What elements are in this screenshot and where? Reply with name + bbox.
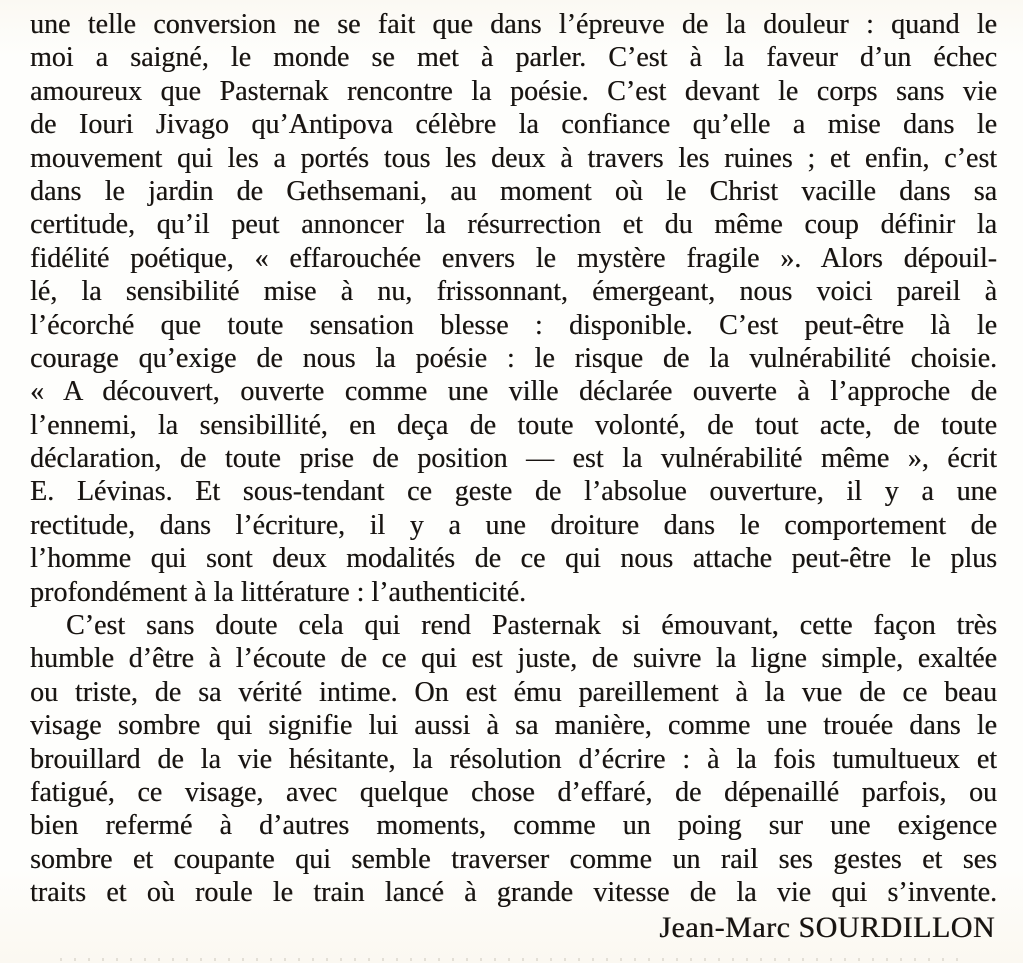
scan-noise-bottom-edge bbox=[60, 958, 963, 961]
text-line: courage qu’exige de nous la poésie : le risque de la vulnérabilité choisie. bbox=[30, 342, 997, 374]
text-line: l’ennemi, la sensibillité, en deça de toute volonté, de tout acte, de toute bbox=[30, 409, 997, 441]
text-line: traits et où roule le train lancé à grande vitesse de la vie qui s’invente. bbox=[30, 877, 997, 909]
text-line: sombre et coupante qui semble traverser comme un rail ses gestes et ses bbox=[30, 843, 997, 875]
text-line: l’écorché que toute sensation blesse : disponible. C’est peut-être là le bbox=[30, 309, 997, 341]
text-line: ou triste, de sa vérité intime. On est ému pareillement à la vue de ce beau bbox=[30, 676, 997, 708]
text-line: C’est sans doute cela qui rend Pasternak si émouvant, cette façon très bbox=[66, 610, 997, 642]
text-line: visage sombre qui signifie lui aussi à sa manière, comme une trouée dans le bbox=[30, 710, 997, 742]
text-line: profondément à la littérature : l’authenticité. bbox=[30, 576, 527, 608]
text-line: fatigué, ce visage, avec quelque chose d’effaré, de dépenaillé parfois, ou bbox=[30, 776, 997, 808]
text-line: amoureux que Pasternak rencontre la poésie. C’est devant le corps sans vie bbox=[30, 75, 997, 107]
text-line: E. Lévinas. Et sous-tendant ce geste de l’absolue ouverture, il y a une bbox=[30, 476, 997, 508]
text-line: brouillard de la vie hésitante, la résolution d’écrire : à la fois tumultueux et bbox=[30, 743, 997, 775]
text-line: rectitude, dans l’écriture, il y a une droiture dans le comportement de bbox=[30, 509, 997, 541]
text-line: de Iouri Jivago qu’Antipova célèbre la confiance qu’elle a mise dans le bbox=[30, 109, 997, 141]
text-line: dans le jardin de Gethsemani, au moment où le Christ vacille dans sa bbox=[30, 175, 997, 207]
text-line: lé, la sensibilité mise à nu, frissonnant, émergeant, nous voici pareil à bbox=[30, 276, 997, 308]
text-line: une telle conversion ne se fait que dans l’épreuve de la douleur : quand le bbox=[30, 9, 997, 40]
text-line: moi a saigné, le monde se met à parler. C’est à la faveur d’un échec bbox=[30, 42, 997, 74]
text-line: humble d’être à l’écoute de ce qui est juste, de suivre la ligne simple, exaltée bbox=[30, 643, 997, 675]
text-line: « A découvert, ouverte comme une ville déclarée ouverte à l’approche de bbox=[30, 376, 997, 408]
signature: Jean-Marc SOURDILLON bbox=[659, 910, 995, 944]
text-line: mouvement qui les a portés tous les deux à travers les ruines ; et enfin, c’est bbox=[30, 142, 997, 174]
text-line: déclaration, de toute prise de position — est la vulnérabilité même », écrit bbox=[30, 443, 997, 475]
text-line: l’homme qui sont deux modalités de ce qui nous attache peut-être le plus bbox=[30, 543, 997, 575]
text-line: certitude, qu’il peut annoncer la résurrection et du même coup définir la bbox=[30, 209, 997, 241]
text-line: bien refermé à d’autres moments, comme un poing sur une exigence bbox=[30, 810, 997, 842]
text-line: fidélité poétique, « effarouchée envers le mystère fragile ». Alors dépouil- bbox=[30, 242, 997, 274]
